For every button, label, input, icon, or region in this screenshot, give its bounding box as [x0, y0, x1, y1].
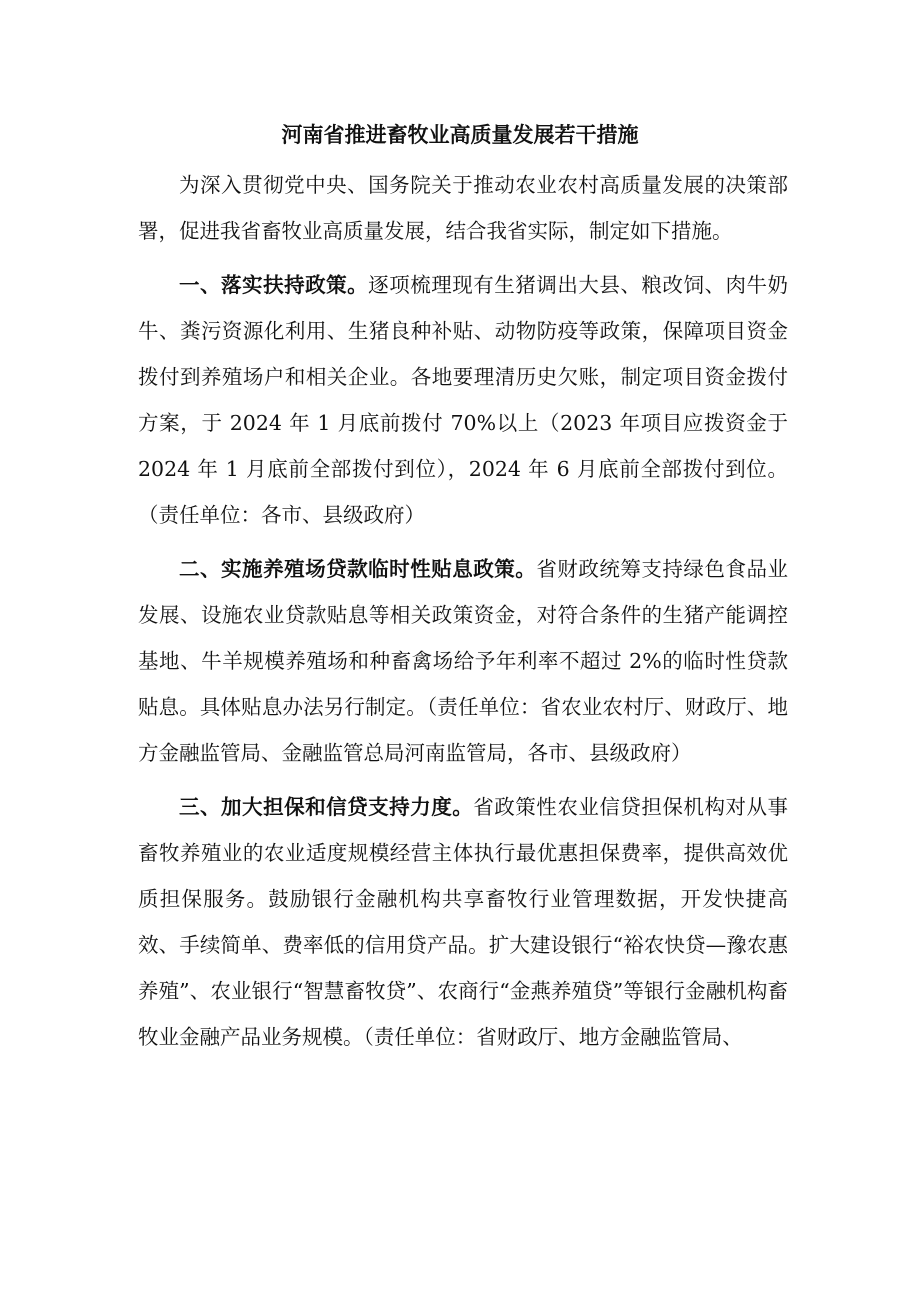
section-text-1: 逐项梳理现有生猪调出大县、粮改饲、肉牛奶牛、粪污资源化利用、生猪良种补贴、动物防疫等政策，保障项目资金拨付到养殖场户和相关企业。各地要理清历史欠账，制定项目资金拨付方案，于 2024 年 1 月底前拨付 70%以上（2023 年项目应拨资金于 2024 年 1 月底前全部拨付到位），2024 年 6 月底前全部拨付到位。（责任单位：各市、县级政府）: [138, 273, 789, 527]
section-heading-2: 二、实施养殖场贷款临时性贴息政策。: [179, 557, 537, 581]
section-paragraph-2: [138, 546, 788, 776]
section-paragraph-1: [138, 262, 788, 538]
document-title: 河南省推进畜牧业高质量发展若干措施: [281, 122, 639, 147]
document-body: [138, 162, 788, 1060]
section-paragraph-3: [138, 784, 788, 1060]
section-heading-3: 三、加大担保和信贷支持力度。: [179, 795, 474, 819]
section-text-3: 省政策性农业信贷担保机构对从事畜牧养殖业的农业适度规模经营主体执行最优惠担保费率，提供高效优质担保服务。鼓励银行金融机构共享畜牧行业管理数据，开发快捷高效、手续简单、费率低的信用贷产品。扩大建设银行“裕农快贷—豫农惠养殖”、农业银行“智慧畜牧贷”、农商行“金燕养殖贷”等银行金融机构畜牧业金融产品业务规模。（责任单位：省财政厅、地方金融监管局、: [138, 795, 788, 1049]
intro-paragraph: 为深入贯彻党中央、国务院关于推动农业农村高质量发展的决策部署，促进我省畜牧业高质量发展，结合我省实际，制定如下措施。: [138, 173, 788, 243]
section-text-2: 省财政统筹支持绿色食品业发展、设施农业贷款贴息等相关政策资金，对符合条件的生猪产能调控基地、牛羊规模养殖场和种畜禽场给予年利率不超过 2%的临时性贷款贴息。具体贴息办法另行制定。（责任单位：省农业农村厅、财政厅、地方金融监管局、金融监管总局河南监管局，各市、县级政府）: [138, 557, 789, 765]
section-heading-1: 一、落实扶持政策。: [179, 273, 369, 297]
